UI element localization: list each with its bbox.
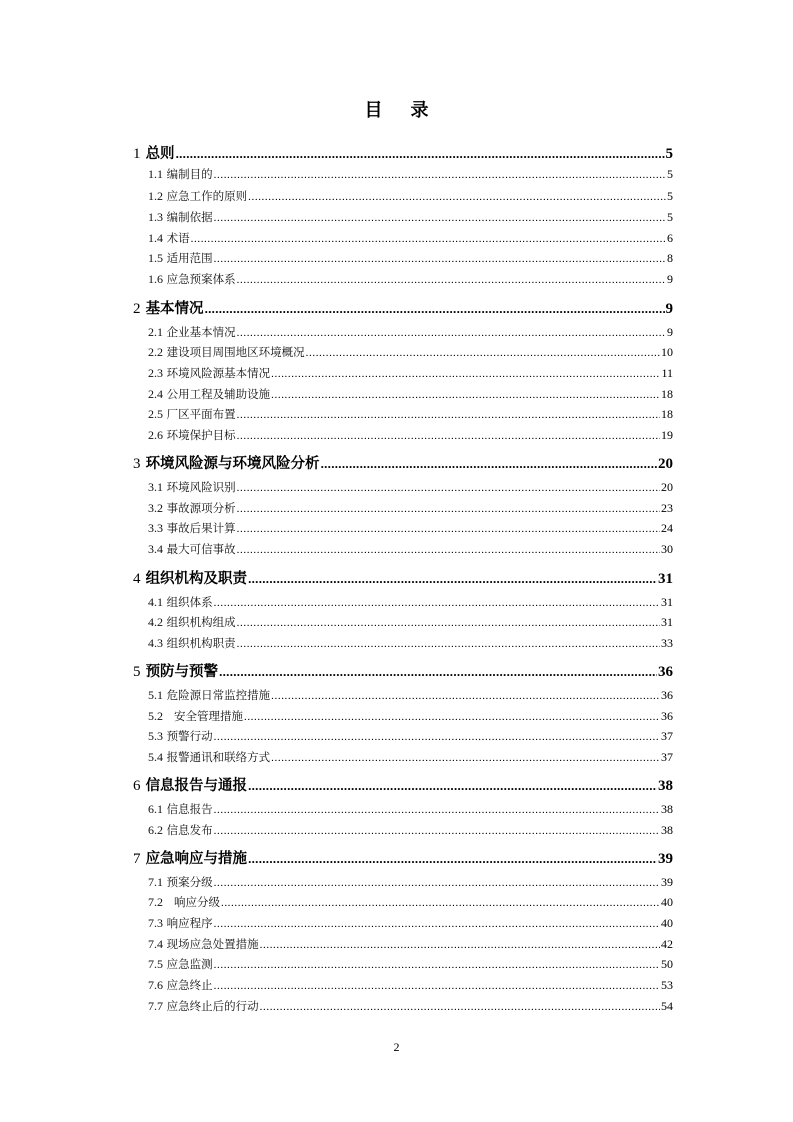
dot-leader [237,325,666,340]
toc-section-entry[interactable] [148,365,673,381]
toc-entry-label [148,427,236,443]
toc-entry-number: 7 [133,851,141,867]
dot-leader [321,456,657,473]
toc-entry-number: 5.4 [148,750,163,764]
dot-leader [248,189,666,204]
toc-section-entry[interactable] [148,324,673,340]
toc-entry-page: 40 [661,916,673,930]
toc-entry-page: 18 [661,407,673,421]
toc-entry-number: 1.4 [148,231,163,245]
toc-entry-label [148,520,236,536]
toc-section-entry[interactable] [148,166,673,182]
toc-entry-page: 9 [667,272,673,286]
toc-entry-label [133,452,320,473]
toc-entry-title: 组织机构及职责 [145,571,248,587]
toc-entry-page: 33 [661,636,673,650]
toc-entry-number: 2.3 [148,366,163,380]
toc-section-entry[interactable] [148,614,673,630]
toc-section-entry[interactable] [148,956,673,972]
dot-leader [237,636,660,651]
toc-entry-title: 事故源项分析 [166,501,236,515]
toc-entry-label [148,230,190,246]
toc-entry-label [148,250,213,266]
toc-entry-label [148,915,213,931]
dot-leader [237,615,660,630]
toc-entry-page: 5 [667,167,673,181]
toc-chapter-entry[interactable] [133,452,673,473]
toc-entry-number: 5.1 [148,688,163,702]
toc-entry-label [148,687,270,703]
toc-section-entry[interactable] [148,250,673,266]
toc-entry-title: 信息报告与通报 [145,778,248,794]
toc-entry-title: 预案分级 [166,875,213,889]
toc-entry-number: 1 [133,146,141,162]
toc-section-entry[interactable] [148,998,673,1014]
toc-entry-label [133,297,204,318]
dot-leader [271,366,660,381]
toc-chapter-entry[interactable] [133,567,673,588]
toc-entry-page: 31 [661,595,673,609]
dot-leader [221,895,660,910]
toc-entry-page: 10 [661,345,673,359]
toc-entry-page: 39 [658,851,673,867]
toc-entry-page: 20 [661,480,673,494]
spacer [163,895,174,909]
dot-leader [214,823,660,838]
toc-section-entry[interactable] [148,822,673,838]
toc-entry-label [148,801,213,817]
toc-entry-label [148,936,259,952]
toc-entry-label [148,271,236,287]
toc-entry-label [148,614,236,630]
toc-entry-number: 5.2 [148,709,163,723]
toc-entry-title: 安全管理措施 [173,709,243,723]
dot-leader [176,146,665,163]
toc-entry-page: 36 [661,709,673,723]
toc-entry-page: 24 [661,521,673,535]
toc-entry-page: 31 [661,615,673,629]
toc-section-entry[interactable] [148,386,673,402]
toc-entry-title: 企业基本情况 [166,325,236,339]
toc-chapter-entry[interactable] [133,660,673,681]
toc-entry-page: 8 [667,251,673,265]
toc-entry-label [148,209,213,225]
toc-entry-number: 2.6 [148,428,163,442]
toc-entry-page: 50 [661,957,673,971]
toc-entry-label [148,406,236,422]
toc-entry-number: 4.1 [148,595,163,609]
toc-chapter-entry[interactable] [133,774,673,795]
toc-entry-page: 53 [661,978,673,992]
toc-entry-label [133,660,218,681]
toc-entry-title: 最大可信事故 [166,542,236,556]
toc-entry-number: 3.2 [148,501,163,515]
title-char: 目 [364,100,383,121]
toc-entry-number: 2.2 [148,345,163,359]
toc-entry-title: 总则 [145,146,175,162]
dot-leader [271,750,660,765]
dot-leader [237,407,660,422]
toc-entry-page: 9 [667,325,673,339]
toc-entry-number: 4.3 [148,636,163,650]
dot-leader [260,999,660,1014]
toc-section-entry[interactable] [148,541,673,557]
toc-entry-number: 5.3 [148,729,163,743]
toc-entry-title: 现场应急处置措施 [166,937,259,951]
toc-entry-page: 5 [665,146,673,162]
toc-entry-title: 预警行动 [166,729,213,743]
spacer [163,709,174,723]
dot-leader [237,542,660,557]
toc-section-entry[interactable] [148,936,673,952]
toc-entry-label [148,708,243,724]
toc-entry-page: 20 [658,456,673,472]
toc-entry-title: 厂区平面布置 [166,407,236,421]
dot-leader [214,251,666,266]
dot-leader [244,709,660,724]
toc-entry-label [148,500,236,516]
toc-section-entry[interactable] [148,915,673,931]
dot-leader [248,571,657,588]
toc-entry-label [133,774,247,795]
toc-entry-label [148,541,236,557]
dot-leader [214,729,660,744]
toc-entry-label [148,166,213,182]
dot-leader [214,802,660,817]
toc-entry-page: 6 [667,231,673,245]
toc-chapter-entry[interactable] [133,297,673,318]
dot-leader [214,595,660,610]
toc-section-entry[interactable] [148,977,673,993]
toc-entry-number: 6.2 [148,823,163,837]
toc-entry-number: 1.5 [148,251,163,265]
toc-entry-page: 30 [661,542,673,556]
toc-entry-label [148,822,213,838]
toc-section-entry[interactable] [148,230,673,246]
toc-entry-label [148,344,305,360]
toc-entry-number: 1.2 [148,189,163,203]
toc-entry-label [148,998,259,1014]
dot-leader [306,345,660,360]
toc-section-entry[interactable] [148,271,673,287]
toc-section-entry[interactable] [148,635,673,651]
dot-leader [214,875,660,890]
toc-entry-label [148,479,236,495]
toc-entry-title: 环境风险源与环境风险分析 [145,456,320,472]
dot-leader [214,957,660,972]
toc-entry-number: 2.4 [148,387,163,401]
toc-entry-title: 信息报告 [166,802,213,816]
toc-entry-label [148,749,270,765]
toc-entry-title: 响应程序 [166,916,213,930]
dot-leader [237,272,666,287]
toc-entry-title: 组织机构组成 [166,615,236,629]
toc-section-entry[interactable] [148,209,673,225]
toc-entry-number: 1.1 [148,167,163,181]
toc-entry-number: 7.6 [148,978,163,992]
toc-entry-title: 应急预案体系 [166,272,236,286]
toc-entry-number: 2.5 [148,407,163,421]
toc-entry-number: 2 [133,301,141,317]
toc-entry-title: 编制目的 [166,167,213,181]
toc-section-entry[interactable] [148,594,673,610]
toc-entry-title: 术语 [166,231,190,245]
toc-entry-label [148,894,220,910]
toc-entry-title: 事故后果计算 [166,521,236,535]
toc-entry-number: 4.2 [148,615,163,629]
toc-section-entry[interactable] [148,708,673,724]
toc-section-entry[interactable] [148,801,673,817]
dot-leader [214,210,666,225]
toc-entry-label [148,324,236,340]
toc-entry-page: 42 [661,937,673,951]
toc-entry-page: 5 [667,189,673,203]
toc-section-entry[interactable] [148,520,673,536]
toc-entry-page: 36 [658,664,673,680]
toc-entry-title: 应急终止 [166,978,213,992]
dot-leader [205,301,665,318]
toc-entry-page: 37 [661,750,673,764]
toc-entry-title: 应急终止后的行动 [166,999,259,1013]
toc-entry-page: 38 [661,802,673,816]
toc-entry-number: 4 [133,571,141,587]
toc-entry-number: 2.1 [148,325,163,339]
toc-entry-title: 环境风险源基本情况 [166,366,271,380]
toc-section-entry[interactable] [148,894,673,910]
toc-entry-page: 36 [661,688,673,702]
toc-entry-number: 1.3 [148,210,163,224]
toc-section-entry[interactable] [148,687,673,703]
dot-leader [271,387,660,402]
toc-entry-title: 适用范围 [166,251,213,265]
toc-entry-number: 3 [133,456,141,472]
dot-leader [237,428,660,443]
toc-entry-number: 6 [133,778,141,794]
toc-entry-page: 38 [661,823,673,837]
toc-entry-page: 5 [667,210,673,224]
toc-entry-label [133,567,247,588]
page-number: 2 [393,1040,400,1054]
toc-entry-number: 3.3 [148,521,163,535]
toc-entry-label [148,977,213,993]
toc-entry-page: 23 [661,501,673,515]
toc-entry-page: 18 [661,387,673,401]
toc-entry-label [148,874,213,890]
toc-entry-title: 编制依据 [166,210,213,224]
toc-entry-title: 应急监测 [166,957,213,971]
toc-entry-number: 3.4 [148,542,163,556]
toc-entry-label [148,365,270,381]
toc-section-entry[interactable] [148,188,673,204]
toc-entry-title: 公用工程及辅助设施 [166,387,271,401]
toc-entry-page: 40 [661,895,673,909]
toc-entry-title: 报警通讯和联络方式 [166,750,271,764]
toc-entry-title: 应急响应与措施 [145,851,248,867]
toc-section-entry[interactable] [148,406,673,422]
toc-section-entry[interactable] [148,344,673,360]
toc-chapter-entry[interactable] [133,847,673,868]
toc-entry-number: 7.5 [148,957,163,971]
toc-entry-number: 7.7 [148,999,163,1013]
toc-entry-page: 38 [658,778,673,794]
toc-section-entry[interactable] [148,728,673,744]
toc-entry-page: 11 [661,366,673,380]
toc-entry-number: 5 [133,664,141,680]
toc-entry-page: 37 [661,729,673,743]
toc-entry-title: 建设项目周围地区环境概况 [166,345,305,359]
toc-entry-title: 危险源日常监控措施 [166,688,271,702]
toc-entry-title: 信息发布 [166,823,213,837]
dot-leader [191,231,666,246]
toc-entry-label [148,956,213,972]
toc-entry-number: 6.1 [148,802,163,816]
toc-entry-page: 9 [665,301,673,317]
toc-entry-number: 1.6 [148,272,163,286]
dot-leader [248,851,657,868]
toc-entry-number: 7.3 [148,916,163,930]
toc-entry-page: 54 [661,999,673,1013]
toc-entry-label [148,728,213,744]
toc-entry-number: 7.2 [148,895,163,909]
dot-leader [271,688,660,703]
toc-entry-number: 7.4 [148,937,163,951]
dot-leader [237,521,660,536]
toc-section-entry[interactable] [148,479,673,495]
dot-leader [260,937,660,952]
dot-leader [214,978,660,993]
toc-entry-label [133,142,175,163]
toc-section-entry[interactable] [148,500,673,516]
dot-leader [214,167,666,182]
dot-leader [214,916,660,931]
toc-entry-title: 环境保护目标 [166,428,236,442]
toc-section-entry[interactable] [148,749,673,765]
toc-entry-title: 环境风险识别 [166,480,236,494]
toc-entry-title: 基本情况 [145,301,204,317]
toc-entry-number: 7.1 [148,875,163,889]
toc-entry-page: 19 [661,428,673,442]
toc-section-entry[interactable] [148,427,673,443]
toc-entry-title: 响应分级 [173,895,220,909]
toc-entry-label [148,635,236,651]
toc-entry-label [148,594,213,610]
toc-section-entry[interactable] [148,874,673,890]
dot-leader [237,480,660,495]
toc-entry-title: 预防与预警 [145,664,219,680]
toc-entry-label [133,847,247,868]
dot-leader [219,664,657,681]
toc-entry-page: 31 [658,571,673,587]
toc-entry-label [148,188,247,204]
dot-leader [248,778,657,795]
title-char: 录 [410,100,429,121]
dot-leader [237,501,660,516]
toc-entry-number: 3.1 [148,480,163,494]
toc-entry-title: 组织体系 [166,595,213,609]
toc-entry-page: 39 [661,875,673,889]
toc-entry-label [148,386,270,402]
toc-entry-title: 组织机构职责 [166,636,236,650]
toc-entry-title: 应急工作的原则 [166,189,248,203]
toc-chapter-entry[interactable] [133,142,673,163]
